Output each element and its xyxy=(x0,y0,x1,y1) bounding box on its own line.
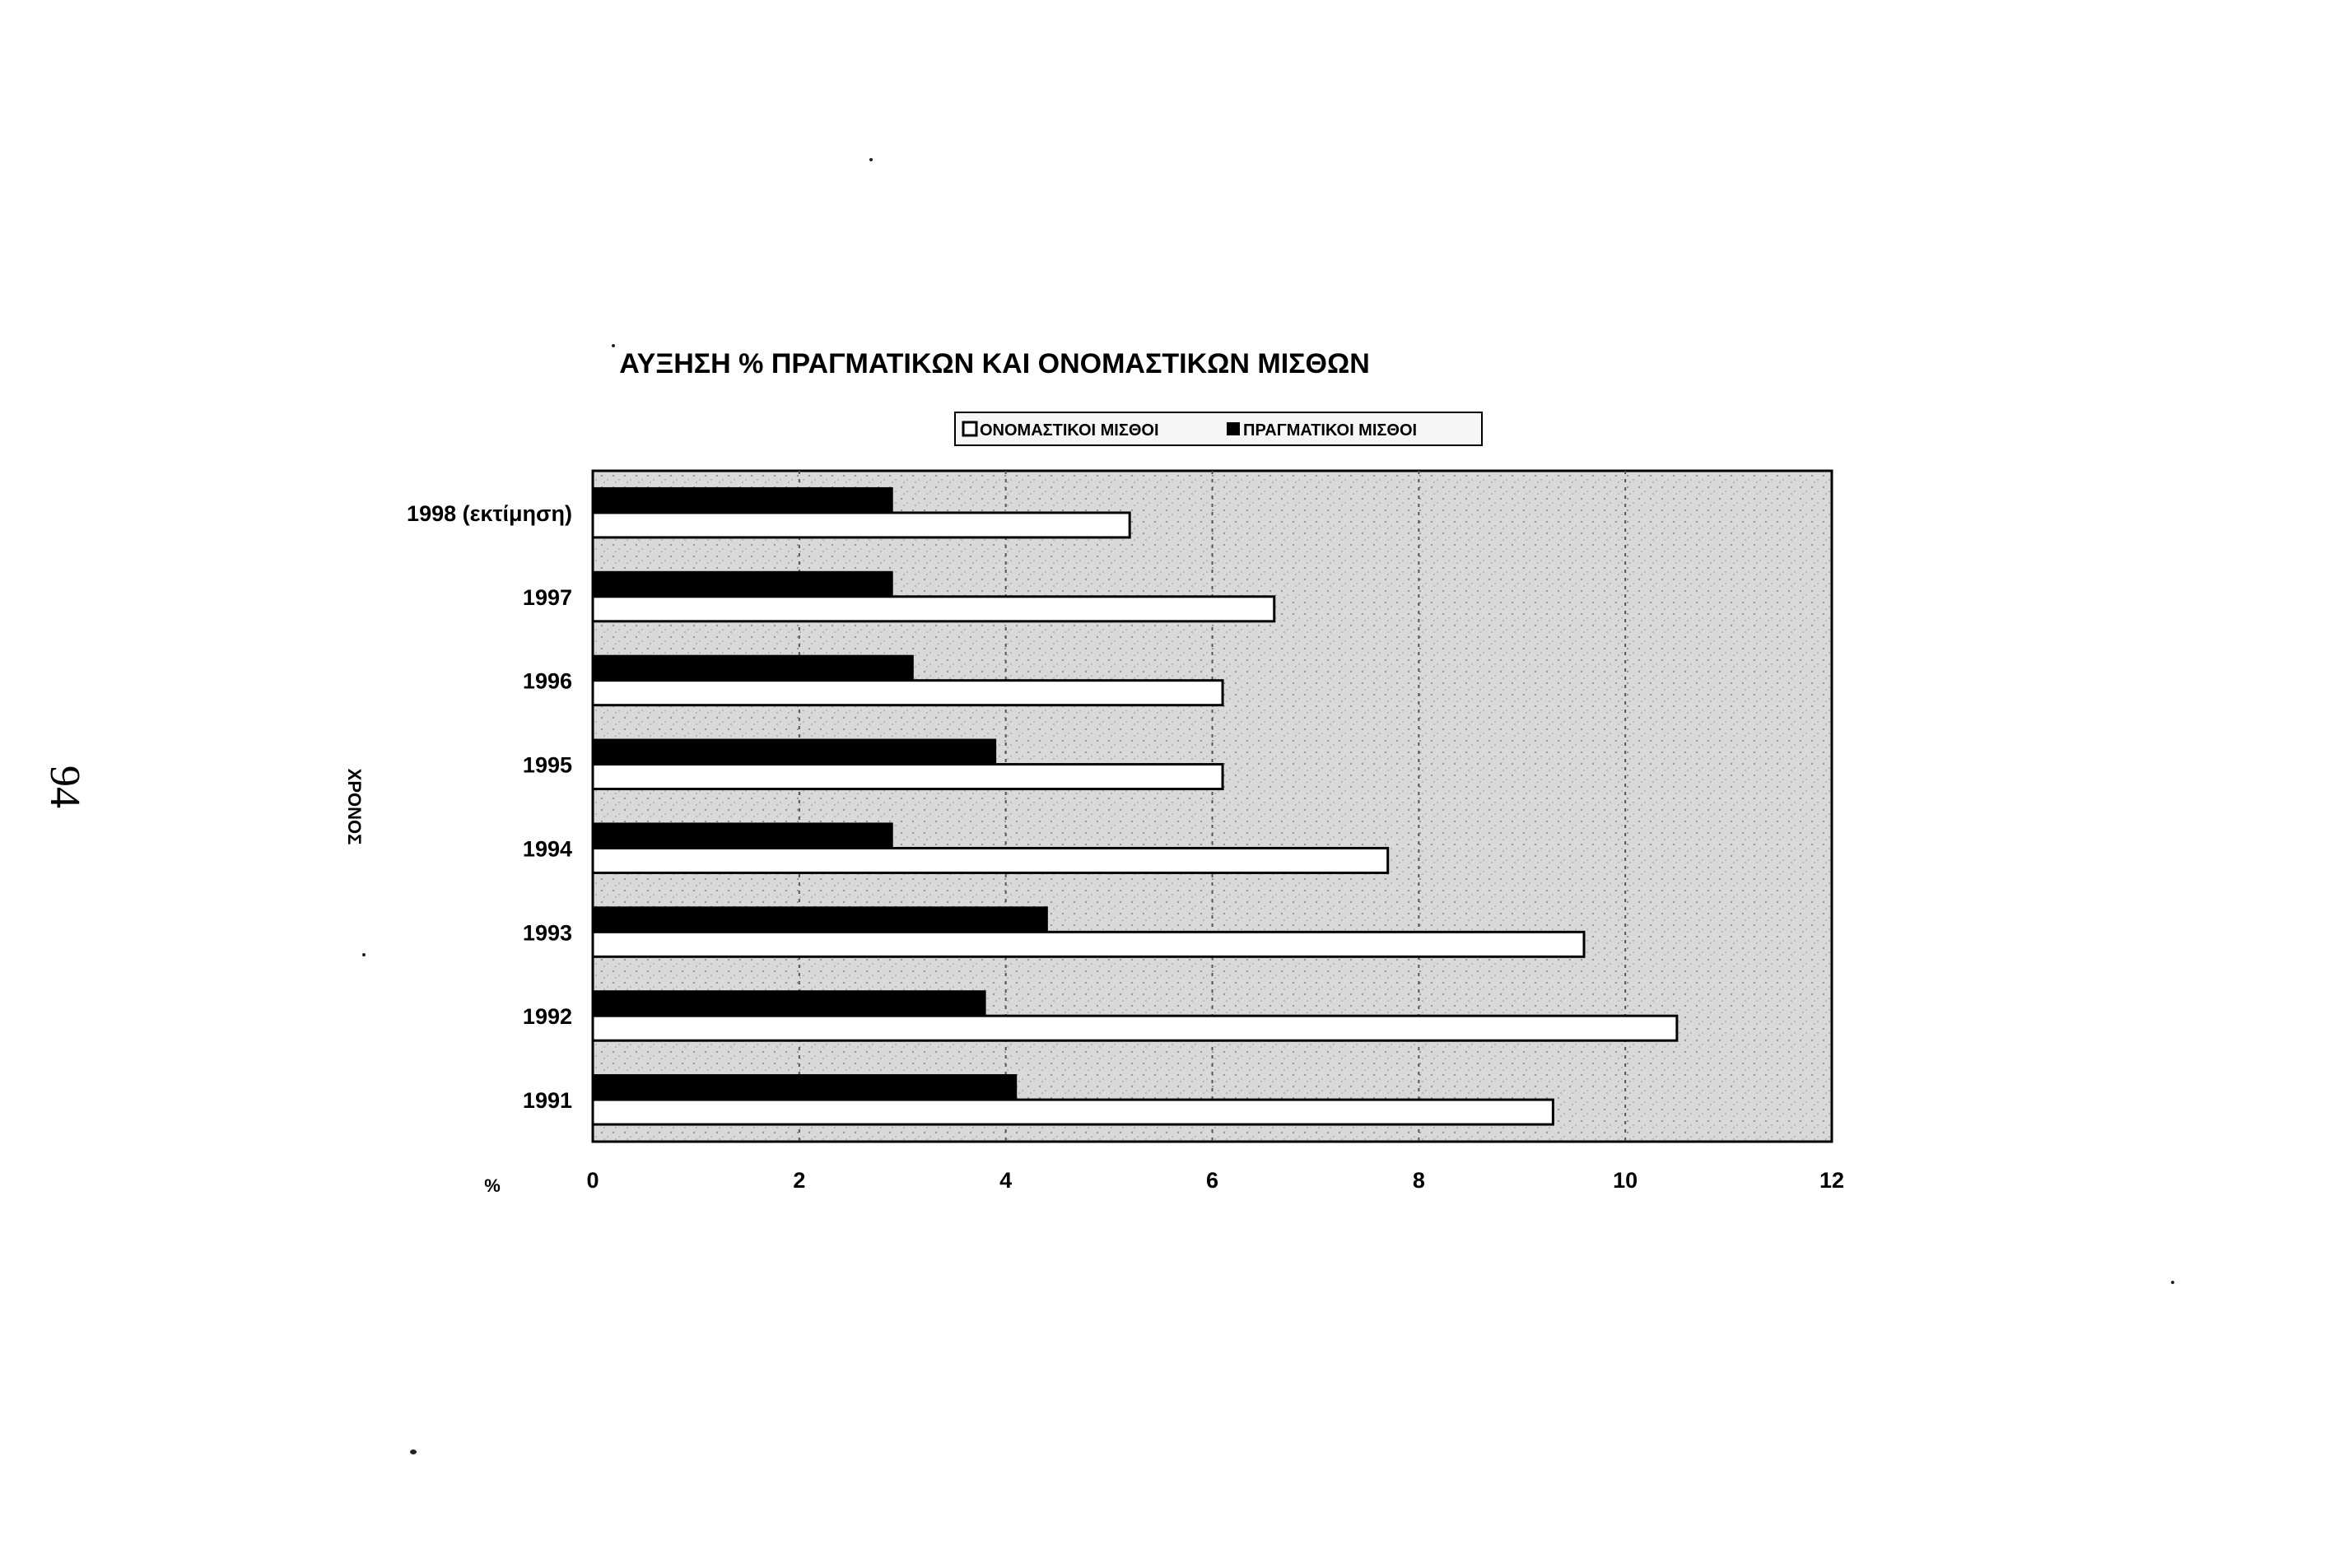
category-label: 1992 xyxy=(522,1004,572,1030)
bar-pragmatikoi xyxy=(593,740,995,765)
category-label: 1996 xyxy=(522,668,572,694)
bar-pragmatikoi xyxy=(593,656,913,681)
bar-onomastikoi xyxy=(593,765,1223,789)
category-labels xyxy=(407,501,572,1113)
bar-onomastikoi xyxy=(593,848,1388,872)
x-tick-labels xyxy=(586,1168,1844,1193)
page-number: 94 xyxy=(41,765,88,808)
bar-onomastikoi xyxy=(593,1016,1677,1040)
category-label: 1994 xyxy=(522,836,572,862)
scan-speck xyxy=(612,344,615,347)
x-tick-label: 0 xyxy=(586,1168,599,1193)
bar-onomastikoi xyxy=(593,932,1584,956)
y-axis-title: ΧΡΟΝΟΣ xyxy=(344,768,365,845)
x-tick-label: 6 xyxy=(1205,1168,1219,1193)
bar-pragmatikoi xyxy=(593,572,892,597)
bar-pragmatikoi xyxy=(593,907,1047,932)
bar-onomastikoi xyxy=(593,513,1130,537)
x-tick-label: 10 xyxy=(1613,1168,1638,1193)
x-tick-label: 2 xyxy=(793,1168,806,1193)
scan-speck xyxy=(410,1449,417,1454)
bar-onomastikoi xyxy=(593,681,1223,705)
bar-pragmatikoi xyxy=(593,823,892,848)
category-label: 1993 xyxy=(522,920,572,946)
category-label: 1997 xyxy=(522,584,572,610)
x-axis-unit-label: % xyxy=(484,1175,501,1196)
bar-pragmatikoi xyxy=(593,1075,1016,1100)
scan-speck xyxy=(362,953,366,956)
bar-pragmatikoi xyxy=(593,488,892,513)
chart-title: ΑΥΞΗΣΗ % ΠΡΑΓΜΑΤΙΚΩΝ ΚΑΙ ΟΝΟΜΑΣΤΙΚΩΝ ΜΙΣΘΩΝ xyxy=(619,348,1370,379)
bar-onomastikoi xyxy=(593,1100,1553,1124)
x-tick-label: 12 xyxy=(1819,1168,1845,1193)
legend-label-pragmatikoi: ΠΡΑΓΜΑΤΙΚΟΙ ΜΙΣΘΟΙ xyxy=(1243,421,1418,440)
legend-swatch-pragmatikoi xyxy=(1227,422,1240,435)
legend-swatch-onomastikoi xyxy=(963,422,976,435)
category-label: 1991 xyxy=(522,1088,572,1114)
x-tick-label: 4 xyxy=(999,1168,1013,1193)
bar-pragmatikoi xyxy=(593,991,985,1016)
legend-label-onomastikoi: ΟΝΟΜΑΣΤΙΚΟΙ ΜΙΣΘΟΙ xyxy=(980,421,1159,440)
category-label: 1995 xyxy=(522,752,572,778)
scan-speck xyxy=(869,158,873,161)
x-tick-label: 8 xyxy=(1412,1168,1425,1193)
bar-onomastikoi xyxy=(593,597,1274,621)
scan-speck xyxy=(2171,1281,2174,1284)
category-label: 1998 (εκτίμηση) xyxy=(407,500,572,526)
legend xyxy=(955,412,1482,445)
